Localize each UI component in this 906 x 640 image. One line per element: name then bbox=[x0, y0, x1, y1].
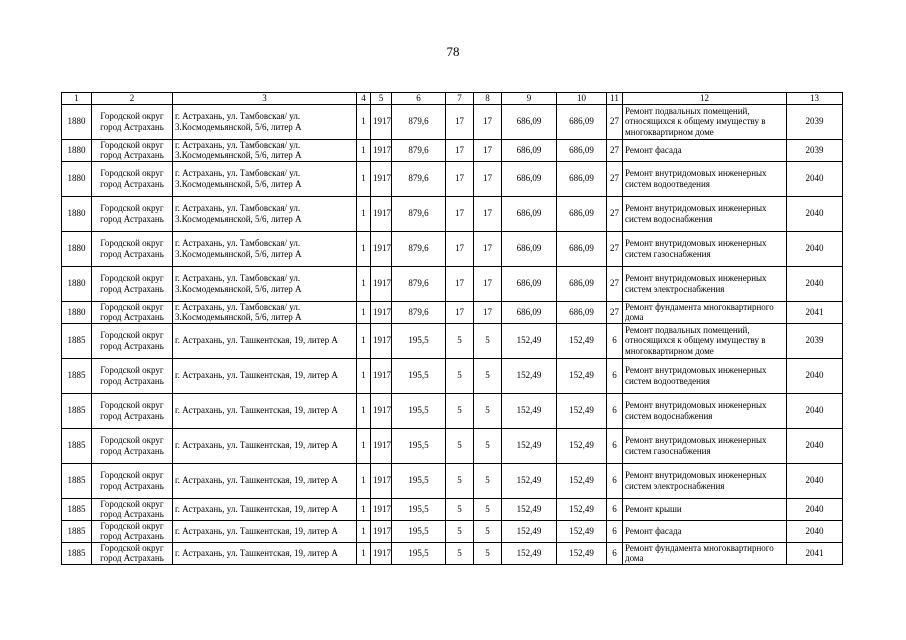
column-header: 12 bbox=[623, 93, 787, 105]
cell-district: Городской округ город Астрахань bbox=[92, 301, 173, 323]
cell-col10: 686,09 bbox=[557, 104, 607, 139]
cell-id: 1880 bbox=[62, 231, 92, 266]
cell-col5: 1917 bbox=[371, 498, 392, 520]
cell-col8: 17 bbox=[474, 196, 502, 231]
cell-col9: 686,09 bbox=[502, 231, 557, 266]
cell-col9: 152,49 bbox=[502, 463, 557, 498]
cell-district: Городской округ город Астрахань bbox=[92, 196, 173, 231]
cell-col11: 27 bbox=[607, 196, 623, 231]
cell-address: г. Астрахань, ул. Ташкентская, 19, литер А bbox=[173, 520, 357, 542]
cell-work: Ремонт внутридомовых инженерных систем электроснабжения bbox=[623, 266, 787, 301]
column-header: 1 bbox=[62, 93, 92, 105]
cell-col6: 879,6 bbox=[392, 231, 446, 266]
cell-col4: 1 bbox=[357, 231, 371, 266]
cell-col6: 879,6 bbox=[392, 139, 446, 161]
cell-col4: 1 bbox=[357, 266, 371, 301]
cell-col10: 152,49 bbox=[557, 323, 607, 358]
column-header: 9 bbox=[502, 93, 557, 105]
cell-work: Ремонт внутридомовых инженерных систем газоснабжения bbox=[623, 231, 787, 266]
cell-id: 1880 bbox=[62, 104, 92, 139]
cell-col5: 1917 bbox=[371, 161, 392, 196]
cell-id: 1885 bbox=[62, 428, 92, 463]
cell-district: Городской округ город Астрахань bbox=[92, 463, 173, 498]
cell-col10: 152,49 bbox=[557, 428, 607, 463]
cell-address: г. Астрахань, ул. Тамбовская/ ул. 3.Космодемьянской, 5/6, литер А bbox=[173, 161, 357, 196]
cell-col7: 17 bbox=[446, 301, 474, 323]
table-row bbox=[62, 196, 843, 231]
column-header: 4 bbox=[357, 93, 371, 105]
cell-year: 2041 bbox=[787, 542, 843, 564]
cell-address: г. Астрахань, ул. Ташкентская, 19, литер А bbox=[173, 393, 357, 428]
cell-year: 2040 bbox=[787, 498, 843, 520]
cell-col6: 879,6 bbox=[392, 161, 446, 196]
cell-col11: 6 bbox=[607, 463, 623, 498]
cell-col7: 17 bbox=[446, 104, 474, 139]
cell-col11: 27 bbox=[607, 139, 623, 161]
cell-col9: 686,09 bbox=[502, 196, 557, 231]
cell-address: г. Астрахань, ул. Ташкентская, 19, литер А bbox=[173, 542, 357, 564]
cell-id: 1880 bbox=[62, 301, 92, 323]
cell-col7: 5 bbox=[446, 393, 474, 428]
cell-col4: 1 bbox=[357, 542, 371, 564]
cell-col5: 1917 bbox=[371, 358, 392, 393]
cell-work: Ремонт внутридомовых инженерных систем водоснабжения bbox=[623, 196, 787, 231]
cell-col7: 5 bbox=[446, 323, 474, 358]
cell-year: 2039 bbox=[787, 104, 843, 139]
cell-id: 1885 bbox=[62, 358, 92, 393]
cell-col4: 1 bbox=[357, 463, 371, 498]
cell-col6: 195,5 bbox=[392, 393, 446, 428]
cell-year: 2039 bbox=[787, 139, 843, 161]
cell-col6: 195,5 bbox=[392, 323, 446, 358]
cell-col5: 1917 bbox=[371, 301, 392, 323]
cell-col9: 152,49 bbox=[502, 323, 557, 358]
cell-col11: 6 bbox=[607, 323, 623, 358]
cell-col11: 27 bbox=[607, 266, 623, 301]
cell-col11: 27 bbox=[607, 301, 623, 323]
cell-col7: 5 bbox=[446, 463, 474, 498]
cell-district: Городской округ город Астрахань bbox=[92, 231, 173, 266]
cell-col6: 195,5 bbox=[392, 428, 446, 463]
table-row bbox=[62, 358, 843, 393]
cell-year: 2040 bbox=[787, 196, 843, 231]
column-header: 2 bbox=[92, 93, 173, 105]
cell-col10: 152,49 bbox=[557, 520, 607, 542]
cell-col6: 879,6 bbox=[392, 196, 446, 231]
column-header: 7 bbox=[446, 93, 474, 105]
table-row bbox=[62, 161, 843, 196]
cell-work: Ремонт фасада bbox=[623, 520, 787, 542]
cell-col8: 5 bbox=[474, 323, 502, 358]
cell-year: 2039 bbox=[787, 323, 843, 358]
table-row bbox=[62, 498, 843, 520]
column-header: 6 bbox=[392, 93, 446, 105]
cell-address: г. Астрахань, ул. Тамбовская/ ул. 3.Космодемьянской, 5/6, литер А bbox=[173, 301, 357, 323]
cell-work: Ремонт фундамента многоквартирного дома bbox=[623, 301, 787, 323]
cell-col10: 152,49 bbox=[557, 358, 607, 393]
cell-district: Городской округ город Астрахань bbox=[92, 542, 173, 564]
register-table bbox=[61, 92, 843, 565]
cell-address: г. Астрахань, ул. Ташкентская, 19, литер А bbox=[173, 323, 357, 358]
cell-col6: 879,6 bbox=[392, 104, 446, 139]
table-row bbox=[62, 231, 843, 266]
cell-col6: 195,5 bbox=[392, 463, 446, 498]
cell-col5: 1917 bbox=[371, 196, 392, 231]
cell-col9: 686,09 bbox=[502, 301, 557, 323]
cell-year: 2041 bbox=[787, 301, 843, 323]
cell-col8: 5 bbox=[474, 393, 502, 428]
cell-col4: 1 bbox=[357, 428, 371, 463]
cell-col9: 152,49 bbox=[502, 542, 557, 564]
cell-id: 1885 bbox=[62, 498, 92, 520]
cell-col8: 17 bbox=[474, 161, 502, 196]
cell-col6: 195,5 bbox=[392, 520, 446, 542]
cell-work: Ремонт фасада bbox=[623, 139, 787, 161]
cell-col6: 879,6 bbox=[392, 266, 446, 301]
cell-address: г. Астрахань, ул. Ташкентская, 19, литер А bbox=[173, 428, 357, 463]
cell-col5: 1917 bbox=[371, 463, 392, 498]
cell-id: 1885 bbox=[62, 520, 92, 542]
table-row bbox=[62, 393, 843, 428]
cell-id: 1880 bbox=[62, 161, 92, 196]
cell-col7: 5 bbox=[446, 358, 474, 393]
cell-col7: 17 bbox=[446, 139, 474, 161]
cell-col10: 686,09 bbox=[557, 231, 607, 266]
table-row bbox=[62, 428, 843, 463]
cell-col5: 1917 bbox=[371, 520, 392, 542]
cell-work: Ремонт внутридомовых инженерных систем водоотведения bbox=[623, 358, 787, 393]
header-row bbox=[62, 93, 843, 105]
cell-id: 1880 bbox=[62, 196, 92, 231]
cell-col7: 17 bbox=[446, 161, 474, 196]
cell-district: Городской округ город Астрахань bbox=[92, 323, 173, 358]
cell-address: г. Астрахань, ул. Тамбовская/ ул. 3.Космодемьянской, 5/6, литер А bbox=[173, 196, 357, 231]
cell-col7: 5 bbox=[446, 520, 474, 542]
cell-col6: 195,5 bbox=[392, 542, 446, 564]
cell-col5: 1917 bbox=[371, 542, 392, 564]
cell-id: 1885 bbox=[62, 323, 92, 358]
table-row bbox=[62, 323, 843, 358]
table-row bbox=[62, 104, 843, 139]
cell-id: 1885 bbox=[62, 393, 92, 428]
cell-col11: 6 bbox=[607, 358, 623, 393]
cell-col9: 686,09 bbox=[502, 266, 557, 301]
cell-col9: 686,09 bbox=[502, 161, 557, 196]
cell-col9: 152,49 bbox=[502, 428, 557, 463]
cell-col11: 6 bbox=[607, 498, 623, 520]
cell-col9: 152,49 bbox=[502, 498, 557, 520]
cell-col9: 152,49 bbox=[502, 358, 557, 393]
cell-id: 1880 bbox=[62, 139, 92, 161]
table-row bbox=[62, 542, 843, 564]
cell-col11: 6 bbox=[607, 393, 623, 428]
table-body bbox=[62, 104, 843, 564]
cell-col10: 686,09 bbox=[557, 196, 607, 231]
cell-col8: 5 bbox=[474, 542, 502, 564]
cell-col4: 1 bbox=[357, 323, 371, 358]
cell-work: Ремонт крыши bbox=[623, 498, 787, 520]
cell-year: 2040 bbox=[787, 393, 843, 428]
cell-col8: 5 bbox=[474, 358, 502, 393]
cell-year: 2040 bbox=[787, 358, 843, 393]
cell-address: г. Астрахань, ул. Тамбовская/ ул. 3.Космодемьянской, 5/6, литер А bbox=[173, 104, 357, 139]
cell-district: Городской округ город Астрахань bbox=[92, 161, 173, 196]
cell-col5: 1917 bbox=[371, 266, 392, 301]
cell-col10: 686,09 bbox=[557, 139, 607, 161]
cell-col4: 1 bbox=[357, 358, 371, 393]
cell-col8: 17 bbox=[474, 231, 502, 266]
cell-year: 2040 bbox=[787, 231, 843, 266]
cell-col4: 1 bbox=[357, 393, 371, 428]
cell-address: г. Астрахань, ул. Ташкентская, 19, литер А bbox=[173, 463, 357, 498]
cell-col5: 1917 bbox=[371, 231, 392, 266]
cell-col4: 1 bbox=[357, 520, 371, 542]
cell-col10: 686,09 bbox=[557, 266, 607, 301]
cell-col5: 1917 bbox=[371, 323, 392, 358]
cell-col10: 686,09 bbox=[557, 301, 607, 323]
cell-col10: 152,49 bbox=[557, 498, 607, 520]
cell-year: 2040 bbox=[787, 161, 843, 196]
cell-col9: 152,49 bbox=[502, 520, 557, 542]
cell-district: Городской округ город Астрахань bbox=[92, 498, 173, 520]
table-row bbox=[62, 463, 843, 498]
cell-col4: 1 bbox=[357, 498, 371, 520]
cell-col11: 27 bbox=[607, 161, 623, 196]
cell-col7: 5 bbox=[446, 428, 474, 463]
cell-col8: 5 bbox=[474, 498, 502, 520]
cell-col9: 686,09 bbox=[502, 139, 557, 161]
cell-col7: 17 bbox=[446, 266, 474, 301]
cell-work: Ремонт внутридомовых инженерных систем газоснабжения bbox=[623, 428, 787, 463]
cell-col8: 5 bbox=[474, 520, 502, 542]
cell-work: Ремонт подвальных помещений, относящихся к общему имуществу в многоквартирном доме bbox=[623, 104, 787, 139]
cell-col7: 17 bbox=[446, 231, 474, 266]
cell-district: Городской округ город Астрахань bbox=[92, 266, 173, 301]
cell-col9: 686,09 bbox=[502, 104, 557, 139]
column-header: 8 bbox=[474, 93, 502, 105]
cell-col11: 27 bbox=[607, 231, 623, 266]
cell-col6: 195,5 bbox=[392, 498, 446, 520]
cell-col4: 1 bbox=[357, 196, 371, 231]
cell-work: Ремонт внутридомовых инженерных систем водоснабжения bbox=[623, 393, 787, 428]
table-row bbox=[62, 266, 843, 301]
cell-col10: 152,49 bbox=[557, 542, 607, 564]
column-header: 3 bbox=[173, 93, 357, 105]
cell-col10: 152,49 bbox=[557, 393, 607, 428]
cell-work: Ремонт внутридомовых инженерных систем электроснабжения bbox=[623, 463, 787, 498]
cell-col11: 6 bbox=[607, 542, 623, 564]
cell-col8: 17 bbox=[474, 104, 502, 139]
cell-id: 1880 bbox=[62, 266, 92, 301]
column-header: 13 bbox=[787, 93, 843, 105]
cell-col11: 27 bbox=[607, 104, 623, 139]
cell-work: Ремонт подвальных помещений, относящихся к общему имуществу в многоквартирном доме bbox=[623, 323, 787, 358]
cell-col11: 6 bbox=[607, 520, 623, 542]
cell-address: г. Астрахань, ул. Тамбовская/ ул. 3.Космодемьянской, 5/6, литер А bbox=[173, 231, 357, 266]
cell-col10: 152,49 bbox=[557, 463, 607, 498]
cell-id: 1885 bbox=[62, 542, 92, 564]
cell-col4: 1 bbox=[357, 301, 371, 323]
cell-year: 2040 bbox=[787, 428, 843, 463]
cell-col4: 1 bbox=[357, 139, 371, 161]
cell-col8: 17 bbox=[474, 266, 502, 301]
column-header: 11 bbox=[607, 93, 623, 105]
cell-col6: 195,5 bbox=[392, 358, 446, 393]
cell-col8: 5 bbox=[474, 463, 502, 498]
table-row bbox=[62, 139, 843, 161]
cell-col7: 17 bbox=[446, 196, 474, 231]
cell-col7: 5 bbox=[446, 542, 474, 564]
cell-col8: 5 bbox=[474, 428, 502, 463]
cell-col5: 1917 bbox=[371, 139, 392, 161]
cell-col8: 17 bbox=[474, 301, 502, 323]
cell-district: Городской округ город Астрахань bbox=[92, 393, 173, 428]
column-header: 10 bbox=[557, 93, 607, 105]
cell-col7: 5 bbox=[446, 498, 474, 520]
cell-col4: 1 bbox=[357, 161, 371, 196]
cell-district: Городской округ город Астрахань bbox=[92, 104, 173, 139]
cell-district: Городской округ город Астрахань bbox=[92, 139, 173, 161]
table-row bbox=[62, 520, 843, 542]
cell-address: г. Астрахань, ул. Тамбовская/ ул. 3.Космодемьянской, 5/6, литер А bbox=[173, 139, 357, 161]
cell-year: 2040 bbox=[787, 520, 843, 542]
cell-id: 1885 bbox=[62, 463, 92, 498]
cell-col5: 1917 bbox=[371, 393, 392, 428]
cell-work: Ремонт внутридомовых инженерных систем водоотведения bbox=[623, 161, 787, 196]
cell-col8: 17 bbox=[474, 139, 502, 161]
cell-col4: 1 bbox=[357, 104, 371, 139]
cell-col10: 686,09 bbox=[557, 161, 607, 196]
cell-col5: 1917 bbox=[371, 428, 392, 463]
page-number: 78 bbox=[446, 44, 460, 59]
cell-district: Городской округ город Астрахань bbox=[92, 358, 173, 393]
cell-year: 2040 bbox=[787, 463, 843, 498]
cell-address: г. Астрахань, ул. Ташкентская, 19, литер А bbox=[173, 498, 357, 520]
cell-district: Городской округ город Астрахань bbox=[92, 428, 173, 463]
table-row bbox=[62, 301, 843, 323]
cell-year: 2040 bbox=[787, 266, 843, 301]
cell-address: г. Астрахань, ул. Тамбовская/ ул. 3.Космодемьянской, 5/6, литер А bbox=[173, 266, 357, 301]
cell-work: Ремонт фундамента многоквартирного дома bbox=[623, 542, 787, 564]
cell-col5: 1917 bbox=[371, 104, 392, 139]
cell-address: г. Астрахань, ул. Ташкентская, 19, литер А bbox=[173, 358, 357, 393]
cell-district: Городской округ город Астрахань bbox=[92, 520, 173, 542]
cell-col11: 6 bbox=[607, 428, 623, 463]
cell-col6: 879,6 bbox=[392, 301, 446, 323]
cell-col9: 152,49 bbox=[502, 393, 557, 428]
column-header: 5 bbox=[371, 93, 392, 105]
